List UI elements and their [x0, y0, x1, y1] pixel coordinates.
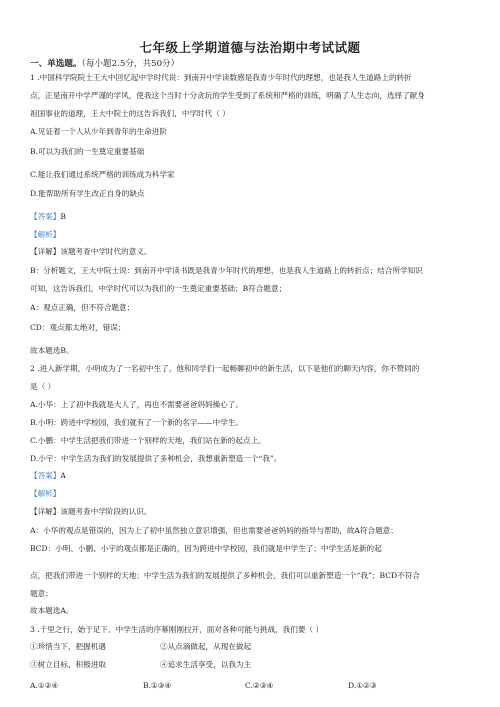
page-title: 七年级上学期道德与法治期中考试试题 — [139, 40, 361, 55]
q3-stem: 3 .千里之行，始于足下。中学生活的序幕刚刚拉开，面对各种可能与挑战，我们要（ ） — [30, 625, 324, 634]
q3-option-d: D.①②③ — [348, 681, 377, 690]
q2-detail — [30, 506, 500, 517]
q1-option-c: C.能让我们通过系统严格的训练成为科学家 — [30, 170, 175, 179]
answer-label: 【答案】 — [30, 212, 61, 221]
q3-item: ④追求生活享受，以我为主 — [160, 660, 252, 669]
q1-stem-line: 1 .中国科学院院士王大中回忆起中学时代说：到南开中学读数感是我青少年时代的理想，也是我人生道路上的转折 — [30, 73, 412, 82]
q2-analysis-line: BCD：小明、小鹏、小宇的观点都是正确的，因为跨进中学校园，我们就是中学生了；中学生活是新的起 — [30, 544, 382, 553]
section-points: （每小题2.5分，共50分） — [81, 59, 180, 69]
q3-item: ②从点滴做起，从现在做起 — [160, 642, 252, 651]
section-label: 一、单选题。 — [30, 59, 82, 69]
q1-analysis-label: 【解析】 — [30, 230, 61, 239]
detail-text: 该题考查中学阶段的认识。 — [60, 507, 152, 516]
q3-item: ③树立目标，积极进取 — [30, 660, 106, 669]
q1-option-b: B.可以为我们的一生奠定重要基础 — [30, 147, 145, 156]
q1-conclusion: 故本题选B。 — [30, 346, 74, 355]
q1-stem-line: 点，正是南开中学严谨的学风，使我这个当时十分贪玩的学生受到了系统和严格的训练，明确了人生志向，选择了献身 — [30, 91, 425, 100]
q1-detail — [30, 246, 500, 257]
q2-option-b: B.小明：跨进中学校园，我们就有了一个新的名字——中学生。 — [30, 418, 244, 427]
section-heading — [30, 57, 179, 69]
detail-text: 该题考查中学时代的意义。 — [60, 247, 152, 256]
q2-analysis-label: 【解析】 — [30, 489, 61, 498]
q2-answer — [30, 470, 500, 481]
q2-analysis-line: 点，把我们带进一个别样的天地；中学生活为我们的发展提供了多种机会，我们可以重新塑造一个“我”；BCD不符合 — [30, 571, 420, 580]
q1-answer — [30, 211, 500, 222]
q2-analysis-line: A：小华的观点是错误的，因为上了初中虽然独立意识增强，但也需要爸爸妈妈的指导与帮助，故A符合题意； — [30, 526, 398, 535]
q2-option-a: A.小华：上了初中我就是大人了，再也不需要爸爸妈妈操心了。 — [30, 400, 243, 409]
q1-stem-line: 祖国事业的道理，王大中院士的这告诉我们，中学时代（ ） — [30, 109, 230, 118]
q3-option-b: B.①③④ — [143, 681, 172, 690]
q1-analysis-line: 可知，这告诉我们，中学时代可以为我们的一生奠定重要基础；B符合题意； — [30, 284, 287, 293]
detail-label: 【详解】 — [30, 507, 61, 516]
q3-item: ①珍惜当下，把握机遇 — [30, 642, 106, 651]
q2-conclusion: 故本题选A。 — [30, 606, 74, 615]
q2-stem-line: 是（ ） — [30, 382, 56, 391]
q2-analysis-line: 题意； — [30, 589, 53, 598]
answer-value: A — [60, 471, 66, 480]
q2-option-c: C.小鹏：中学生活把我们带进一个别样的天地，我们站在新的起点上。 — [30, 436, 266, 445]
q2-option-d: D.小宇：中学生活为我们的发展提供了多种机会，我想重新塑造一个“我”。 — [30, 454, 282, 463]
q1-analysis-line: B：分析题文，王大中院士说：到南开中学读书既是我青少年时代的理想，也是我人生道路上的转折点；结合所学知识 — [30, 266, 423, 275]
q3-option-a: A.①②④ — [30, 681, 59, 690]
q3-option-c: C.②③④ — [245, 681, 274, 690]
q1-option-a: A.见证着一个人从少年到青年的生命进阶 — [30, 127, 167, 136]
answer-label: 【答案】 — [30, 471, 61, 480]
answer-value: B — [60, 212, 66, 221]
q1-option-d: D.能帮助所有学生改正自身的缺点 — [30, 189, 145, 198]
q2-stem-line: 2 .进入新学期，小明成为了一名初中生了，他和同学们一起畅聊初中的新生活，以下是他们的聊天内容，你不赞同的 — [30, 364, 420, 373]
detail-label: 【详解】 — [30, 247, 61, 256]
q1-analysis-line: CD：观点都太绝对，错误； — [30, 323, 126, 332]
q1-analysis-line: A：观点正确，但不符合题意； — [30, 303, 135, 312]
